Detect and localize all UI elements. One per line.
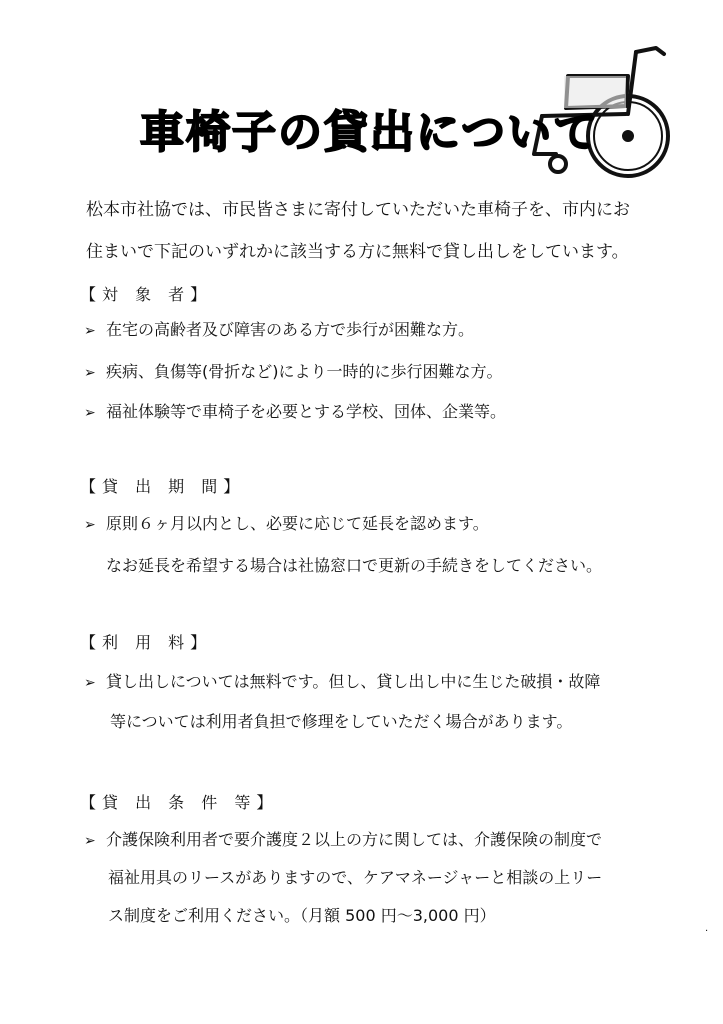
scan-speck: · — [705, 926, 709, 937]
list-item — [84, 828, 602, 853]
page-title: 車椅子の貸出について — [140, 107, 600, 158]
bullet-arrow-icon: ➢ — [84, 365, 96, 381]
section-heading-target: 【対 象 者】 — [80, 285, 213, 304]
list-item-text: 貸し出しについては無料です。但し、貸し出し中に生じた破損・故障 — [106, 672, 601, 691]
section-heading-conditions: 【貸 出 条 件 等】 — [80, 793, 279, 812]
list-item — [84, 318, 474, 343]
list-item-text: 福祉体験等で車椅子を必要とする学校、団体、企業等。 — [106, 402, 507, 421]
section-heading-fee: 【利 用 料】 — [80, 633, 213, 652]
list-item — [84, 360, 503, 385]
list-item-text: 疾病、負傷等(骨折など)により一時的に歩行困難な方。 — [106, 362, 503, 381]
bullet-arrow-icon: ➢ — [84, 517, 96, 533]
list-item-continuation: ス制度をご利用ください。（月額 500 円～3,000 円） — [108, 906, 496, 925]
bullet-arrow-icon: ➢ — [84, 405, 96, 421]
list-item-text: 介護保険利用者で要介護度２以上の方に関しては、介護保険の制度で — [106, 830, 603, 849]
bullet-arrow-icon: ➢ — [84, 323, 96, 339]
intro-line-2: 住まいで下記のいずれかに該当する方に無料で貸し出しをしています。 — [86, 242, 629, 262]
list-item — [84, 400, 506, 425]
list-item-continuation: なお延長を希望する場合は社協窓口で更新の手続きをしてください。 — [106, 556, 603, 575]
list-item — [84, 512, 489, 537]
intro-line-1: 松本市社協では、市民皆さまに寄付していただいた車椅子を、市内にお — [86, 200, 630, 220]
list-item-text: 原則６ヶ月以内とし、必要に応じて延長を認めます。 — [106, 514, 489, 533]
list-item-continuation: 福祉用具のリースがありますので、ケアマネージャーと相談の上リー — [108, 868, 603, 887]
section-heading-period: 【貸 出 期 間】 — [80, 477, 246, 496]
bullet-arrow-icon: ➢ — [84, 833, 96, 849]
list-item-text: 在宅の高齢者及び障害のある方で歩行が困難な方。 — [106, 320, 475, 339]
list-item-continuation: 等については利用者負担で修理をしていただく場合があります。 — [110, 712, 573, 731]
bullet-arrow-icon: ➢ — [84, 675, 96, 691]
list-item — [84, 670, 600, 695]
